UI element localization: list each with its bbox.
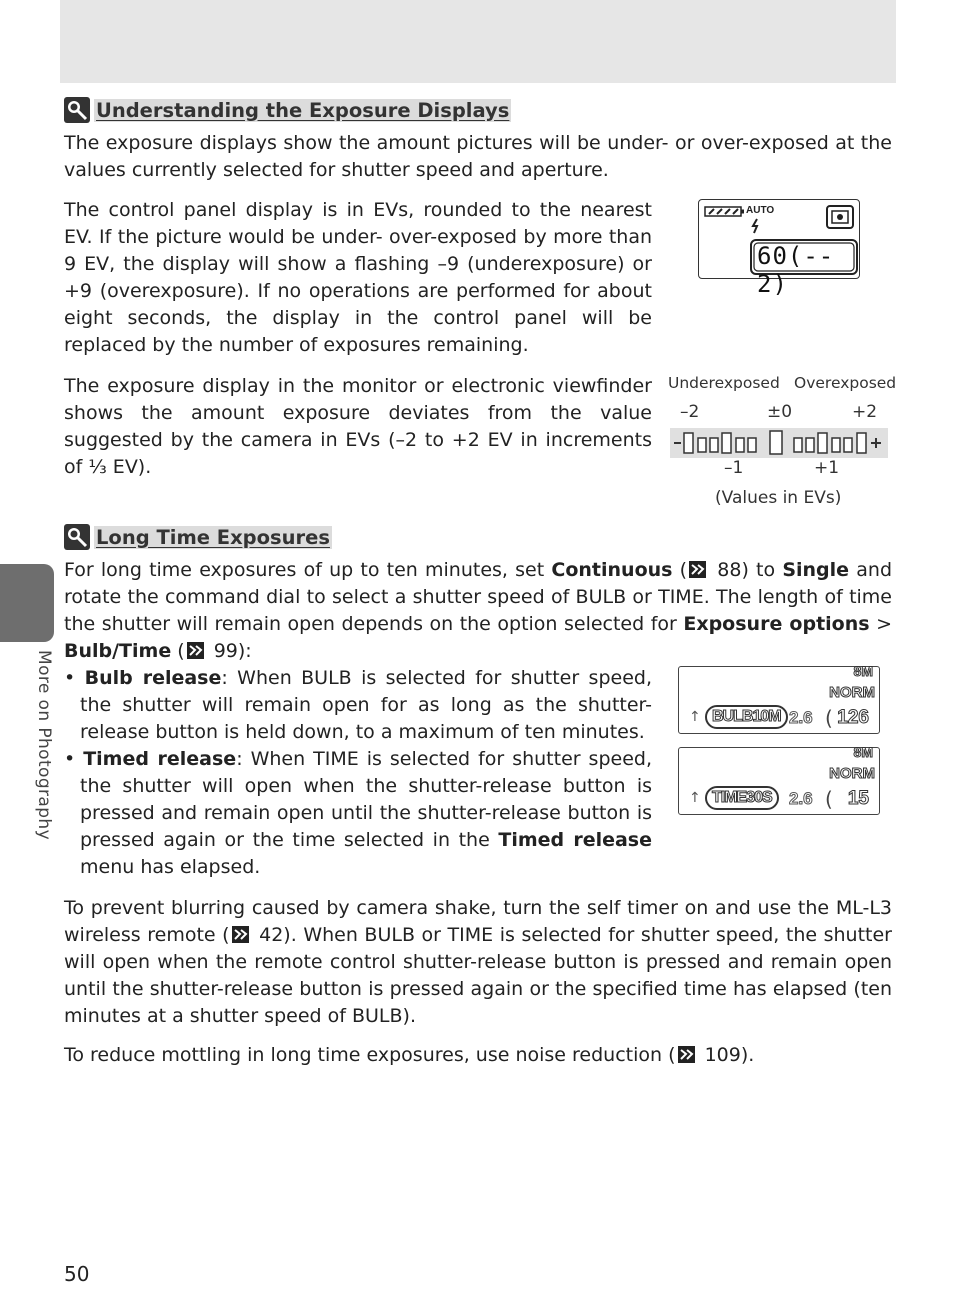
- section-tab: [0, 564, 54, 642]
- text: To reduce mottling in long time exposures, use noise reduction (: [64, 1044, 676, 1066]
- paragraph-noise-reduction: [64, 1042, 892, 1069]
- menu-exposure-options: Exposure options: [683, 613, 870, 635]
- page-number: 50: [64, 1262, 90, 1286]
- page-reference-icon: [689, 561, 706, 578]
- text: >: [869, 613, 892, 635]
- paragraph-remote: [64, 895, 892, 1030]
- ev-tick-minus2: –2: [680, 402, 700, 422]
- section-tab-label: More on Photography: [34, 650, 54, 841]
- text: 42). When BULB or TIME is selected for shutter speed, the shutter will open when the remote control shutter-release button is pressed and remain open until the shutter-release button is pressed again or the specified time has elapsed (ten minutes at a shutter speed of BULB).: [64, 924, 892, 1027]
- menu-bulb-time: Bulb/Time: [64, 640, 172, 662]
- bullet-bulb-release: • Bulb release: When BULB is selected for shutter speed, the shutter will remain open for as long as the shutter-release button is held down, to a maximum of ten minutes.: [64, 667, 652, 743]
- menu-timed-release: Timed release: [498, 829, 652, 851]
- heading-long-time-exposures: [64, 524, 332, 550]
- aperture-readout: 2.6: [789, 789, 813, 808]
- control-panel-display: [698, 199, 860, 298]
- text: 99):: [207, 640, 252, 662]
- text: (: [672, 559, 688, 581]
- ev-under-label: Underexposed: [668, 374, 780, 392]
- bullet-timed-release: • Timed release: When TIME is selected for shutter speed, the shutter will open when the shutter-release button is pressed and remain open until the shutter-release button is pressed again or the time selected in the Timed release menu has elapsed.: [64, 748, 652, 878]
- paragraph-long-exposure-intro: [64, 557, 892, 665]
- bullet-title: Timed release: [83, 748, 237, 770]
- text: (: [171, 640, 185, 662]
- ev-over-label: Overexposed: [794, 374, 897, 392]
- image-quality-readout: NORM: [829, 765, 875, 782]
- control-panel-readout: 60(-- 2): [757, 242, 835, 298]
- bullet-title: Bulb release: [84, 667, 222, 689]
- exposures-remaining: 126: [837, 707, 869, 728]
- mode-icon: ↑: [689, 790, 701, 806]
- control-panel-mode: AUTO: [746, 205, 775, 216]
- text: 109).: [698, 1044, 755, 1066]
- shutter-speed-readout: BULB10M: [705, 705, 788, 729]
- mode-icon: ↑: [689, 709, 701, 725]
- bullet-text: : When TIME is selected for shutter speed, the shutter will open when the shutter-release button is pressed and remain open until the shutter-release button is pressed again or the time selected in the: [80, 748, 652, 851]
- image-size-readout: 8M: [853, 663, 873, 679]
- ev-tick-plus2: +2: [852, 402, 878, 422]
- menu-option-single: Single: [782, 559, 850, 581]
- tip-icon: [64, 524, 90, 550]
- paragraph-monitor-display: The exposure display in the monitor or electronic viewfinder shows the amount exposure deviates from the value suggested by the camera in EVs (–2 to +2 EV in increments of ⅓ EV).: [64, 375, 652, 478]
- text: and rotate the command dial to select a shutter speed of BULB or TIME. The length of time the shutter will remain open depends on the option selected for: [64, 559, 892, 635]
- ev-tick-zero: ±0: [767, 402, 793, 422]
- bullet-text: menu has elapsed.: [80, 856, 261, 878]
- text: To prevent blurring caused by camera shake, turn the self timer on and use the ML-L3 wireless remote (: [64, 897, 892, 946]
- ev-tick-minus1: –1: [724, 458, 744, 478]
- heading-text: Long Time Exposures: [96, 525, 330, 549]
- tip-icon: [64, 97, 90, 123]
- bracket-left: (: [825, 787, 833, 811]
- page-reference-icon: [187, 642, 204, 659]
- heading-exposure-displays: [64, 97, 511, 123]
- header-bar: [60, 0, 896, 83]
- text: 88) to: [710, 559, 783, 581]
- monitor-display-time: [678, 744, 880, 815]
- image-quality-readout: NORM: [829, 684, 875, 701]
- text: For long time exposures of up to ten minutes, set: [64, 559, 552, 581]
- page-reference-icon: [232, 926, 249, 943]
- ev-scale: [664, 372, 897, 512]
- shutter-speed-readout: TIME30S: [705, 786, 779, 810]
- ev-bar-indicator: [670, 428, 888, 458]
- exposures-remaining: 15: [847, 788, 869, 809]
- image-size-readout: 8M: [853, 744, 873, 760]
- menu-option-continuous: Continuous: [551, 559, 673, 581]
- bracket-left: (: [825, 706, 833, 730]
- paragraph-control-panel: The control panel display is in EVs, rounded to the nearest EV. If the picture would be under- over-exposed by more than 9 EV, the display will show a flashing –9 (underexposure) or +9 (overexposure). If no operations are performed for about eight seconds, the display in the control panel will be replaced by the number of exposures remaining.: [64, 199, 652, 356]
- page-reference-icon: [678, 1046, 695, 1063]
- paragraph-intro: The exposure displays show the amount pictures will be under- or over-exposed at the values currently selected for shutter speed and aperture.: [64, 132, 892, 181]
- aperture-readout: 2.6: [789, 708, 813, 727]
- bullet-text: : When BULB is selected for shutter speed, the shutter will remain open for as long as the shutter-release button is held down, to a maximum of ten minutes.: [80, 667, 652, 743]
- ev-tick-plus1: +1: [814, 458, 840, 478]
- heading-text: Understanding the Exposure Displays: [96, 98, 510, 122]
- monitor-display-bulb: [678, 663, 880, 734]
- ev-caption: (Values in EVs): [715, 488, 842, 508]
